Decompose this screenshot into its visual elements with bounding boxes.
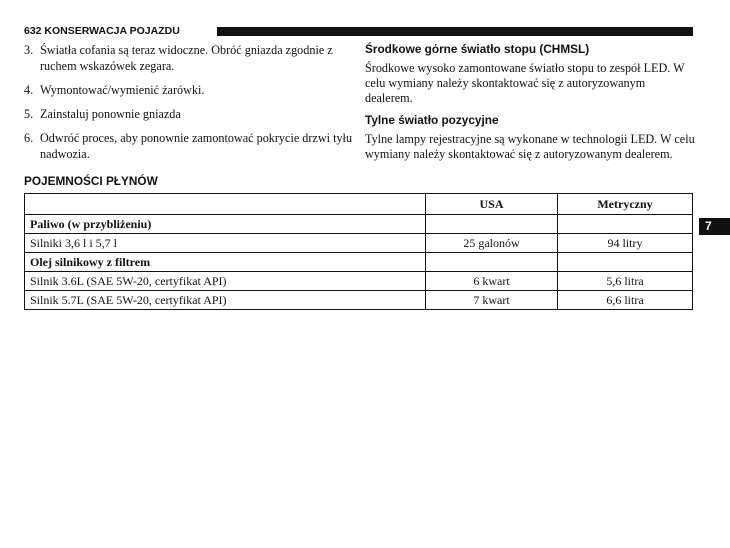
list-item-number: 5. <box>24 107 34 121</box>
table-cell: Silniki 3,6 l i 5,7 l <box>25 234 426 253</box>
chapter-tab: 7 <box>699 218 730 235</box>
page-header <box>24 24 693 40</box>
list-item-text: Odwróć proces, aby ponownie zamontować pokrycie drzwi tyłu nadwozia. <box>40 131 353 161</box>
list-item-number: 3. <box>24 43 34 57</box>
list-item <box>24 106 354 122</box>
table-row <box>25 215 693 234</box>
table-cell: 6 kwart <box>426 272 558 291</box>
table-header-row <box>25 194 693 215</box>
tail-light-paragraph: Tylne lampy rejestracyjne są wykonane w technologii LED. W celu wymiany należy skontaktować się z autoryzowanym dealerem. <box>365 132 695 161</box>
tail-light-heading: Tylne światło pozycyjne <box>365 113 499 127</box>
fluid-capacities-table <box>24 193 693 310</box>
list-item <box>24 42 354 74</box>
table-header-cell: Metryczny <box>558 194 693 215</box>
right-column <box>365 42 695 169</box>
list-item-text: Wymontować/wymienić żarówki. <box>40 83 205 97</box>
table-cell <box>426 253 558 272</box>
left-column <box>24 42 354 188</box>
table-cell <box>558 215 693 234</box>
list-item-text: Światła cofania są teraz widoczne. Obróć gniazda zgodnie z ruchem wskazówek zegara. <box>40 43 333 73</box>
table-cell <box>558 253 693 272</box>
fluid-capacities-heading: POJEMNOŚCI PŁYNÓW <box>24 174 158 188</box>
table-cell: Silnik 3.6L (SAE 5W-20, certyfikat API) <box>25 272 426 291</box>
list-item <box>24 82 354 98</box>
table-cell <box>426 215 558 234</box>
page-header-title: 632 KONSERWACJA POJAZDU <box>24 25 180 37</box>
chmsl-paragraph: Środkowe wysoko zamontowane światło stopu to zespół LED. W celu wymiany należy skontaktować się z autoryzowanym dealerem. <box>365 61 685 105</box>
table-row <box>25 291 693 310</box>
table-header-cell: USA <box>426 194 558 215</box>
table-cell: 5,6 litra <box>558 272 693 291</box>
header-bar <box>217 27 693 36</box>
table-cell: Olej silnikowy z filtrem <box>25 253 426 272</box>
table-cell: Silnik 5.7L (SAE 5W-20, certyfikat API) <box>25 291 426 310</box>
table-row <box>25 272 693 291</box>
table-cell: 6,6 litra <box>558 291 693 310</box>
list-item-number: 6. <box>24 131 34 145</box>
table-header-cell <box>25 194 426 215</box>
table-cell: 25 galonów <box>426 234 558 253</box>
list-item-number: 4. <box>24 83 34 97</box>
list-item <box>24 130 354 162</box>
chmsl-heading: Środkowe gόrne światło stopu (CHMSL) <box>365 42 590 56</box>
table-cell: 7 kwart <box>426 291 558 310</box>
table-row <box>25 234 693 253</box>
list-item-text: Zainstaluj ponownie gniazda <box>40 107 181 121</box>
table-row <box>25 253 693 272</box>
table-cell: 94 litry <box>558 234 693 253</box>
table-cell: Paliwo (w przybliżeniu) <box>25 215 426 234</box>
